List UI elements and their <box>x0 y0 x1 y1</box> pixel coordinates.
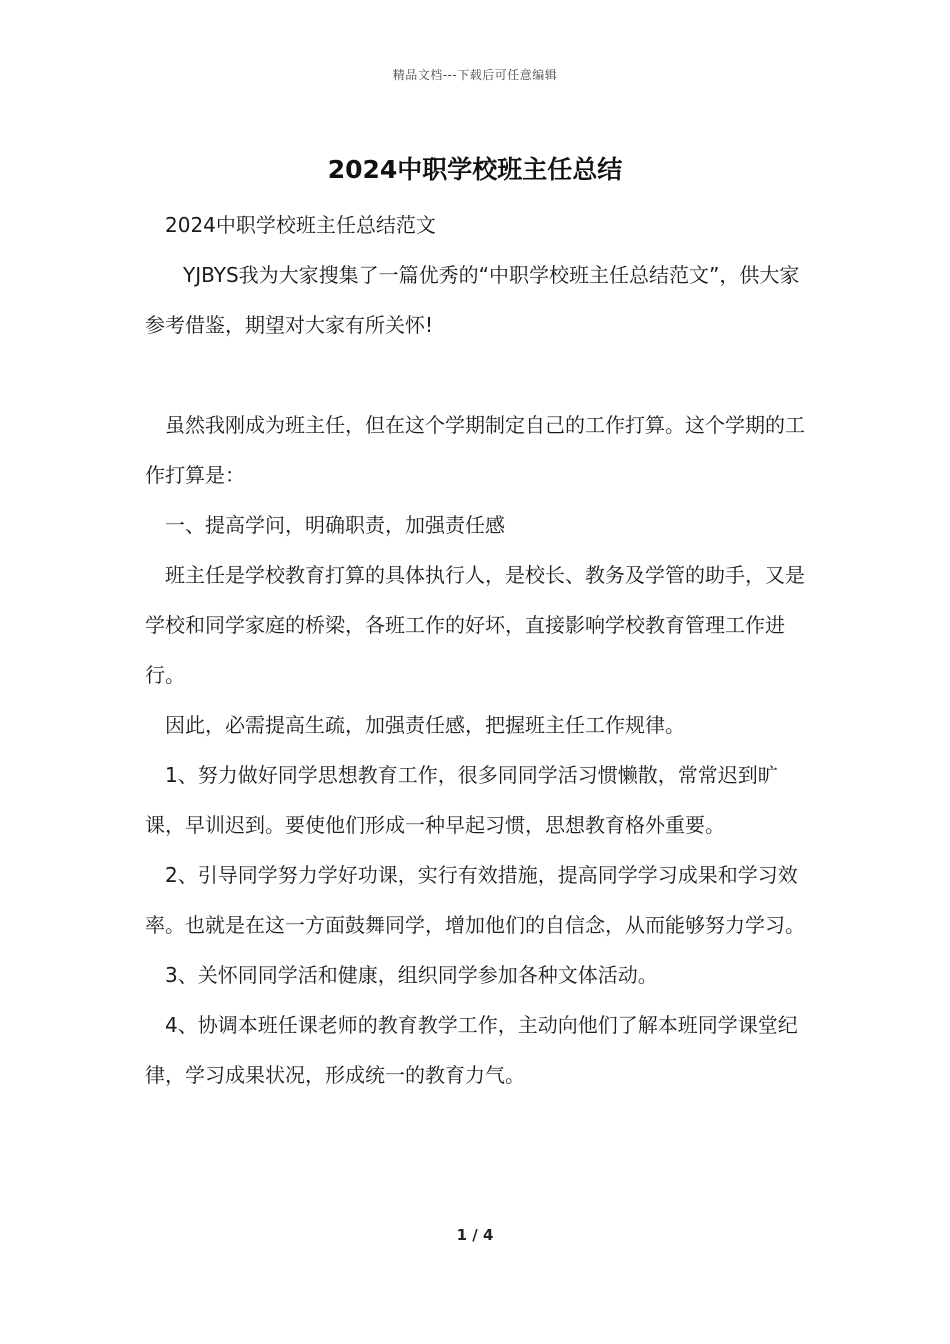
body-paragraph: 因此，必需提高生疏，加强责任感，把握班主任工作规律。 <box>165 713 685 737</box>
document-title: 2024中职学校班主任总结 <box>327 155 623 184</box>
blank-line <box>145 350 810 400</box>
document-subtitle: 2024中职学校班主任总结范文 <box>165 213 436 237</box>
section-heading: 一、提高学问，明确职责，加强责任感 <box>165 513 505 537</box>
intro-paragraph: YJBYS我为大家搜集了一篇优秀的“中职学校班主任总结范文”，供大家参考借鉴，期望对大家有所关怀! <box>145 263 800 337</box>
document-body <box>145 200 810 1100</box>
list-item: 2、引导同学努力学好功课，实行有效措施，提高同学学习成果和学习效率。也就是在这一方面鼓舞同学，增加他们的自信念，从而能够努力学习。 <box>145 863 805 937</box>
plan-paragraph: 虽然我刚成为班主任，但在这个学期制定自己的工作打算。这个学期的工作打算是： <box>145 413 805 487</box>
page-header: 精品文档---下载后可任意编辑 <box>392 68 558 82</box>
body-paragraph: 班主任是学校教育打算的具体执行人，是校长、教务及学管的助手，又是学校和同学家庭的桥梁，各班工作的好坏，直接影响学校教育管理工作进行。 <box>145 563 805 687</box>
list-item: 1、努力做好同学思想教育工作，很多同同学活习惯懒散，常常迟到旷课，早训迟到。要使他们形成一种早起习惯，思想教育格外重要。 <box>145 763 778 837</box>
list-item: 4、协调本班任课老师的教育教学工作，主动向他们了解本班同学课堂纪律，学习成果状况，形成统一的教育力气。 <box>145 1013 798 1087</box>
list-item: 3、关怀同同学活和健康，组织同学参加各种文体活动。 <box>165 963 658 987</box>
page-number: 1 / 4 <box>456 1226 494 1244</box>
